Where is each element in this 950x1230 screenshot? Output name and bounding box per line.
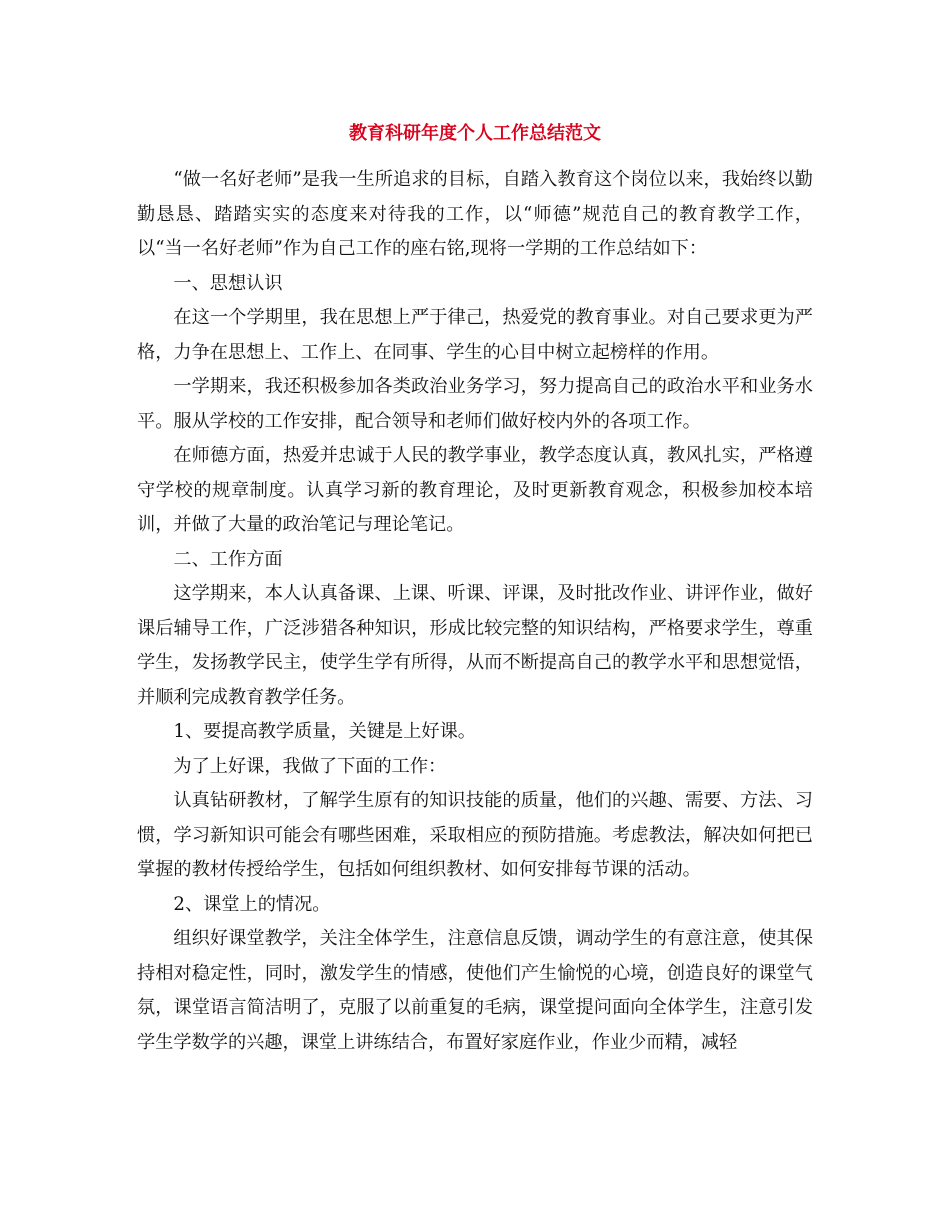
paragraph: 在师德方面，热爱并忠诚于人民的教学事业，教学态度认真，教风扎实，严格遵守学校的规章制度。认真学习新的教育理论，及时更新教育观念，积极参加校本培训，并做了大量的政治笔记与理论笔记。 [137,445,813,535]
paragraph-intro: “做一名好老师”是我一生所追求的目标，自踏入教育这个岗位以来，我始终以勤勤恳恳、踏踏实实的态度来对待我的工作，以“师德”规范自己的教育教学工作，以“当一名好老师”作为自己工作的座右铭,现将一学期的工作总结如下： [137,169,813,259]
paragraph: 一学期来，我还积极参加各类政治业务学习，努力提高自己的政治水平和业务水平。服从学校的工作安排，配合领导和老师们做好校内外的各项工作。 [137,376,813,432]
document-body [137,163,813,1060]
document-title: 教育科研年度个人工作总结范文 [349,123,601,144]
section-heading-work: 二、工作方面 [173,548,283,570]
subheading-classroom: 2、课堂上的情况。 [173,893,331,915]
paragraph: 在这一个学期里，我在思想上严于律己，热爱党的教育事业。对自己要求更为严格，力争在思想上、工作上、在同事、学生的心目中树立起榜样的作用。 [137,307,813,363]
paragraph: 认真钻研教材，了解学生原有的知识技能的质量，他们的兴趣、需要、方法、习惯，学习新知识可能会有哪些困难，采取相应的预防措施。考虑教法，解决如何把已掌握的教材传授给学生，包括如何组织教材、如何安排每节课的活动。 [137,790,813,880]
paragraph: 这学期来，本人认真备课、上课、听课、评课，及时批改作业、讲评作业，做好课后辅导工作，广泛涉猎各种知识，形成比较完整的知识结构，严格要求学生，尊重学生，发扬教学民主，使学生学有所得，从而不断提高自己的教学水平和思想觉悟，并顺利完成教育教学任务。 [137,583,813,708]
paragraph: 组织好课堂教学，关注全体学生，注意信息反馈，调动学生的有意注意，使其保持相对稳定性，同时，激发学生的情感，使他们产生愉悦的心境，创造良好的课堂气氛，课堂语言简洁明了，克服了以前重复的毛病，课堂提问面向全体学生，注意引发学生学数学的兴趣，课堂上讲练结合，布置好家庭作业，作业少而精，减轻 [137,928,813,1053]
section-heading-thinking: 一、思想认识 [173,272,283,294]
subheading-teaching-quality: 1、要提高教学质量，关键是上好课。 [173,721,476,742]
paragraph: 为了上好课，我做了下面的工作： [173,755,447,777]
